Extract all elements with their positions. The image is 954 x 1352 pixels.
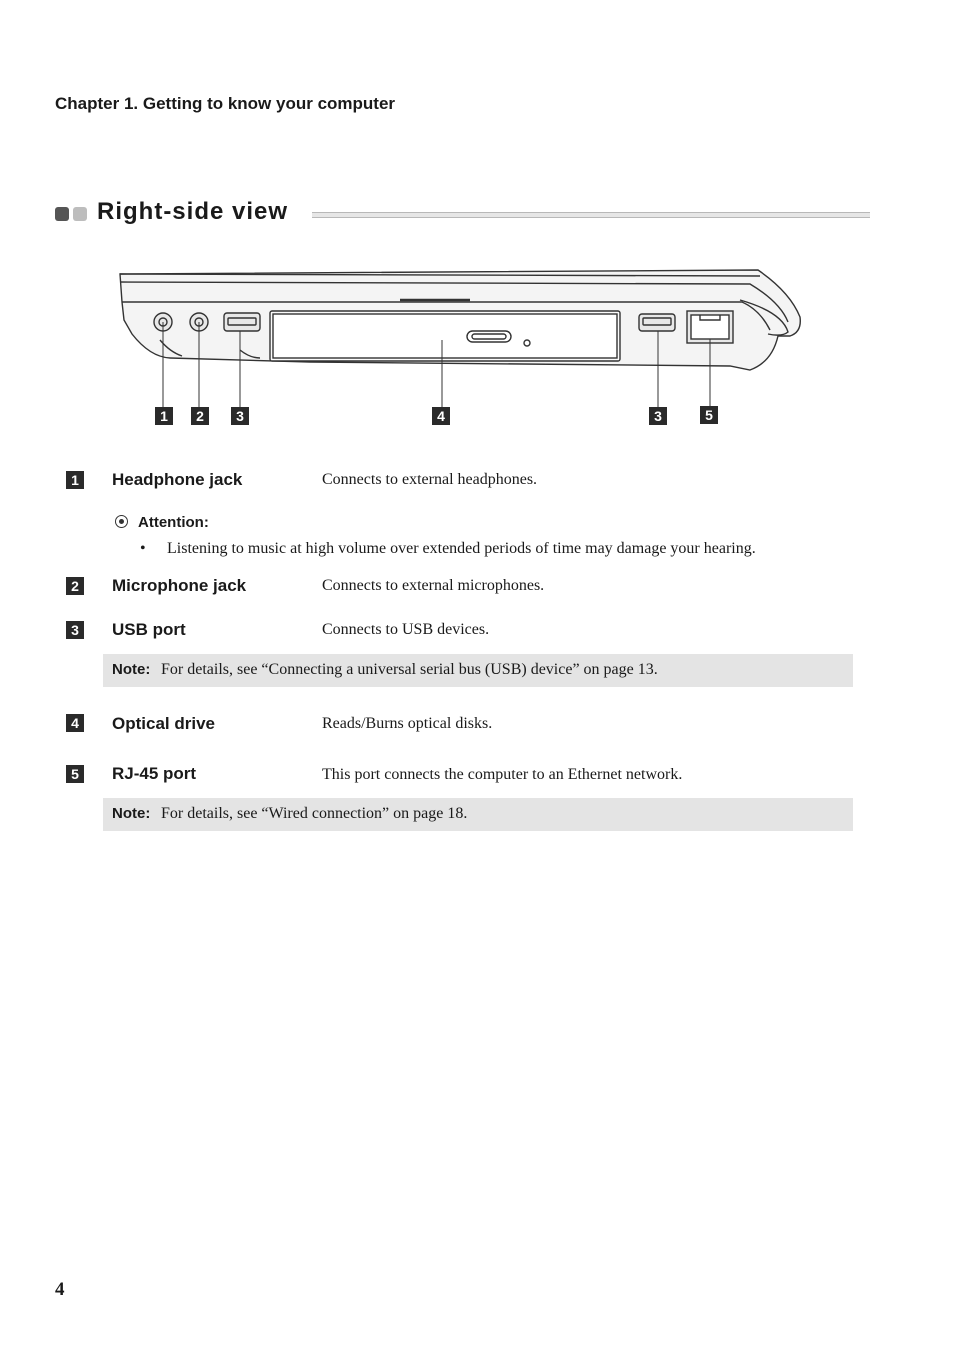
note-text: For details, see “Connecting a universal serial bus (USB) device” on page 13. (161, 661, 658, 678)
item-term-microphone-jack: Microphone jack (112, 576, 247, 595)
item-term-rj45-port: RJ-45 port (112, 764, 197, 783)
item-number-1: 1 (66, 471, 84, 489)
note-ethernet (103, 798, 853, 831)
item-desc-usb-port: Connects to USB devices. (322, 621, 490, 638)
item-desc-rj45-port: This port connects the computer to an Ethernet network. (322, 766, 683, 783)
item-term-usb-port: USB port (112, 620, 186, 639)
note-label: Note: (112, 661, 151, 678)
item-desc-microphone-jack: Connects to external microphones. (322, 577, 545, 594)
item-number-3: 3 (66, 621, 84, 639)
item-number-4: 4 (66, 714, 84, 732)
bullet-icon: • (140, 540, 146, 557)
chapter-header: Chapter 1. Getting to know your computer (55, 94, 396, 113)
section-title: Right-side view (97, 198, 289, 225)
section-rule (312, 212, 870, 218)
page-number: 4 (55, 1279, 65, 1300)
item-desc-optical-drive: Reads/Burns optical disks. (322, 715, 493, 732)
item-number-5: 5 (66, 765, 84, 783)
note-usb (103, 654, 853, 687)
right-side-view-figure (110, 262, 810, 432)
section-marker-light-icon (73, 207, 87, 221)
section-marker-dark-icon (55, 207, 69, 221)
figure-callout-1: 1 (155, 407, 173, 425)
note-label: Note: (112, 805, 151, 822)
attention-label: Attention: (138, 514, 209, 531)
figure-callout-2: 2 (191, 407, 209, 425)
attention-bullet (140, 540, 756, 558)
figure-callout-5: 5 (700, 406, 718, 424)
item-number-2: 2 (66, 577, 84, 595)
item-term-optical-drive: Optical drive (112, 714, 215, 733)
attention-heading (115, 514, 209, 531)
section-heading (55, 198, 870, 230)
item-term-headphone-jack: Headphone jack (112, 470, 243, 489)
attention-bullet-text: Listening to music at high volume over extended periods of time may damage your hearing. (167, 540, 756, 557)
attention-icon (115, 515, 128, 528)
figure-callout-3b: 3 (649, 407, 667, 425)
note-text: For details, see “Wired connection” on page 18. (161, 805, 468, 822)
item-desc-headphone-jack: Connects to external headphones. (322, 471, 538, 488)
figure-callout-4: 4 (432, 407, 450, 425)
figure-callout-3: 3 (231, 407, 249, 425)
